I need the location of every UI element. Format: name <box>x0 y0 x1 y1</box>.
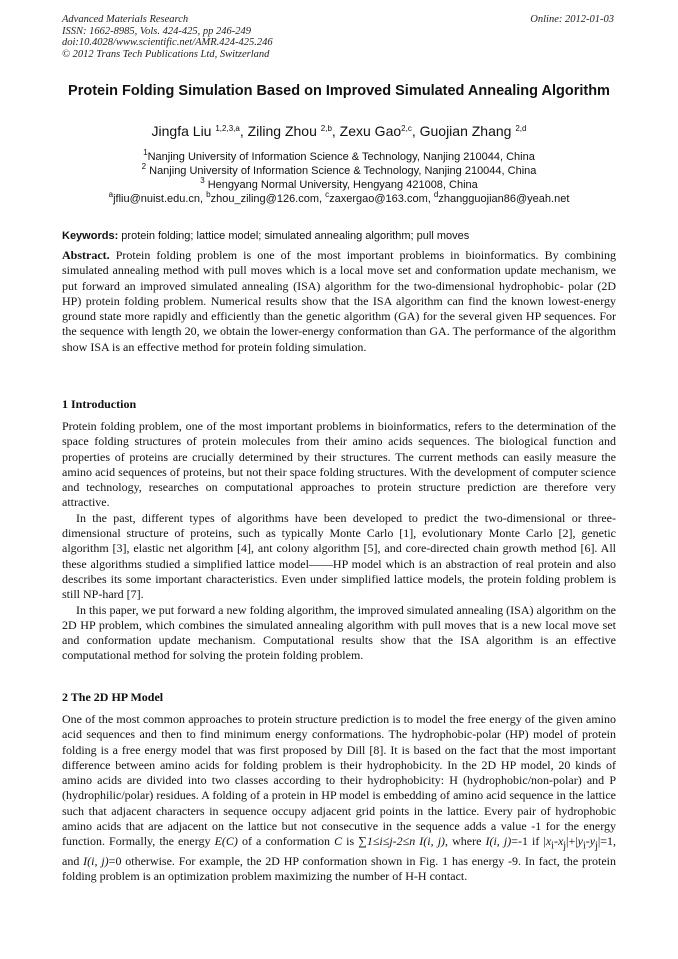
author-affil-mark: 2,c <box>401 124 412 133</box>
author-name: Zexu Gao <box>339 123 402 139</box>
author-affil-mark: 1,2,3,a <box>215 124 240 133</box>
paper-title: Protein Folding Simulation Based on Improved Simulated Annealing Algorithm <box>68 83 610 99</box>
section-heading: 1 Introduction <box>62 397 137 411</box>
paragraph: In the past, different types of algorithms have been developed to predict the two-dimensional or three-dimensional structure of proteins, such as typically Monte Carlo [1], evolutionary Monte Carlo [2], genetic algorithm [3], elastic net algorithm [4], ant colony algorithm [5], and core-directed chain growth method [6]. All these algorithms studied a simplified lattice model——HP model which is an abstraction of real protein and also describes its some important characteristics. Even under simplified lattice models, the protein folding problem is still NP-hard [7]. <box>62 510 616 602</box>
author-affil-mark: 2,d <box>515 124 527 133</box>
author-name: Ziling Zhou <box>247 123 317 139</box>
author-name: Guojian Zhang <box>419 123 512 139</box>
energy-formula: ∑1≤i≤j-2≤n I(i, j) <box>358 834 446 849</box>
journal-header <box>62 14 614 60</box>
paragraph: In this paper, we put forward a new folding algorithm, the improved simulated annealing (ISA) algorithm on the 2D HP problem, which combines the simulated annealing algorithm with pull moves that is a new local move set and conformation update mechanism. Computational results show that the ISA algorithm is an effective computational method for solving the protein folding problem. <box>62 602 616 663</box>
email-line: $^a$jfliu@nuist.edu.cn, $^b$zhou_ziling@126.com, $^c$zaxergao@163.com, $^d$zhangguojian86@yeah.net <box>108 190 570 205</box>
journal-name: Advanced Materials Research <box>62 14 189 25</box>
keywords-label: Keywords: <box>62 230 119 242</box>
issn-line: ISSN: 1662-8985, Vols. 424-425, pp 246-249 <box>62 25 251 37</box>
online-date: Online: 2012-01-03 <box>530 14 614 25</box>
paragraph: Protein folding problem, one of the most important problems in bioinformatics, refers to the determination of the space folding structures of protein molecules from their amino acids sequences. The biological function and properties of proteins are crucially determined by their structures. The current methods can easily measure the amino acid sequences of proteins, but not their space folding structures. With the development of computer science and technology, researches on computational approaches to protein structure prediction are therefore very attractive. <box>62 419 616 510</box>
affiliation-line: $^2$ Nanjing University of Information Science & Technology, Nanjing 210044, China <box>141 162 537 177</box>
abstract-text: Protein folding problem is one of the most important problems in bioinformatics. By combining simulated annealing method with pull moves which is a local move set and conformation update mechanism, we put forward an improved simulated annealing (ISA) algorithm for the two-dimensional hydrophobic- polar (2D HP) protein folding problem. Numerical results show that the ISA algorithm can find the known lowest-energy ground state more rapidly and efficiently than the genetic algorithm (GA) for the several given HP sequences. For the sequence with length 20, we obtain the lower-energy conformation than GA. The performance of the algorithm show ISA is an effective method for protein folding simulation. <box>62 248 616 354</box>
keywords-text: protein folding; lattice model; simulated annealing algorithm; pull moves <box>118 230 470 242</box>
author-name: Jingfa Liu <box>151 123 212 139</box>
section-heading: 2 The 2D HP Model <box>62 690 164 704</box>
keywords <box>62 229 616 243</box>
paragraph: One of the most common approaches to protein structure prediction is to model the free energy of the given amino acid sequences and then to find minimum energy conformations. The hydrophobic-polar (HP) model of protein folding is a free energy model that was first proposed by Dill [8]. It is based on the fact that the most important difference between amino acids for folding problem is their hydrophobicity. In the 2D HP model, 20 kinds of amino acids are divided into two classes according to their hydrophobicity: H (hydrophobic/non-polar) and P (hydrophilic/polar) residues. A folding of a protein in HP model is embedding of amino acid sequence in the lattice such that adjacent characters in sequence occupy adjacent grid points in the lattice. Every pair of hydrophobic amino acids that are adjacent on the lattice but not consecutive in the sequence adds a value -1 for the energy function. Formally, the energy E(C) of a conformation C is ∑1≤i≤j-2≤n I(i, j), where I(i, j)=-1 if $|x_i-x_j|+|y_i-y_j|=1$, and I(i, j)=0 otherwise. For example, the 2D HP conformation shown in Fig. 1 has energy -9. In fact, the protein folding problem is an optimization problem maximizing the number of H-H contact. <box>62 712 617 884</box>
affiliation-line: $^1$Nanjing University of Information Science & Technology, Nanjing 210044, China <box>143 148 535 163</box>
affiliation-line: $^3$ Hengyang Normal University, Hengyang 421008, China <box>200 176 478 191</box>
abstract-label: Abstract. <box>62 248 110 262</box>
abstract <box>62 248 616 355</box>
author-list: Jingfa Liu $^{1,2,3,a}$, Ziling Zhou $^{2,b}$, Zexu Gao$^{2,c}$, Guojian Zhang $^{2,d}$ <box>151 123 527 139</box>
doi-line: doi:10.4028/www.scientific.net/AMR.424-425.246 <box>62 37 273 48</box>
introduction-body <box>62 419 616 664</box>
copyright-line: © 2012 Trans Tech Publications Ltd, Switzerland <box>62 48 270 60</box>
hp-model-body <box>62 712 616 885</box>
affiliations <box>62 150 616 206</box>
author-affil-mark: 2,b <box>320 124 332 133</box>
